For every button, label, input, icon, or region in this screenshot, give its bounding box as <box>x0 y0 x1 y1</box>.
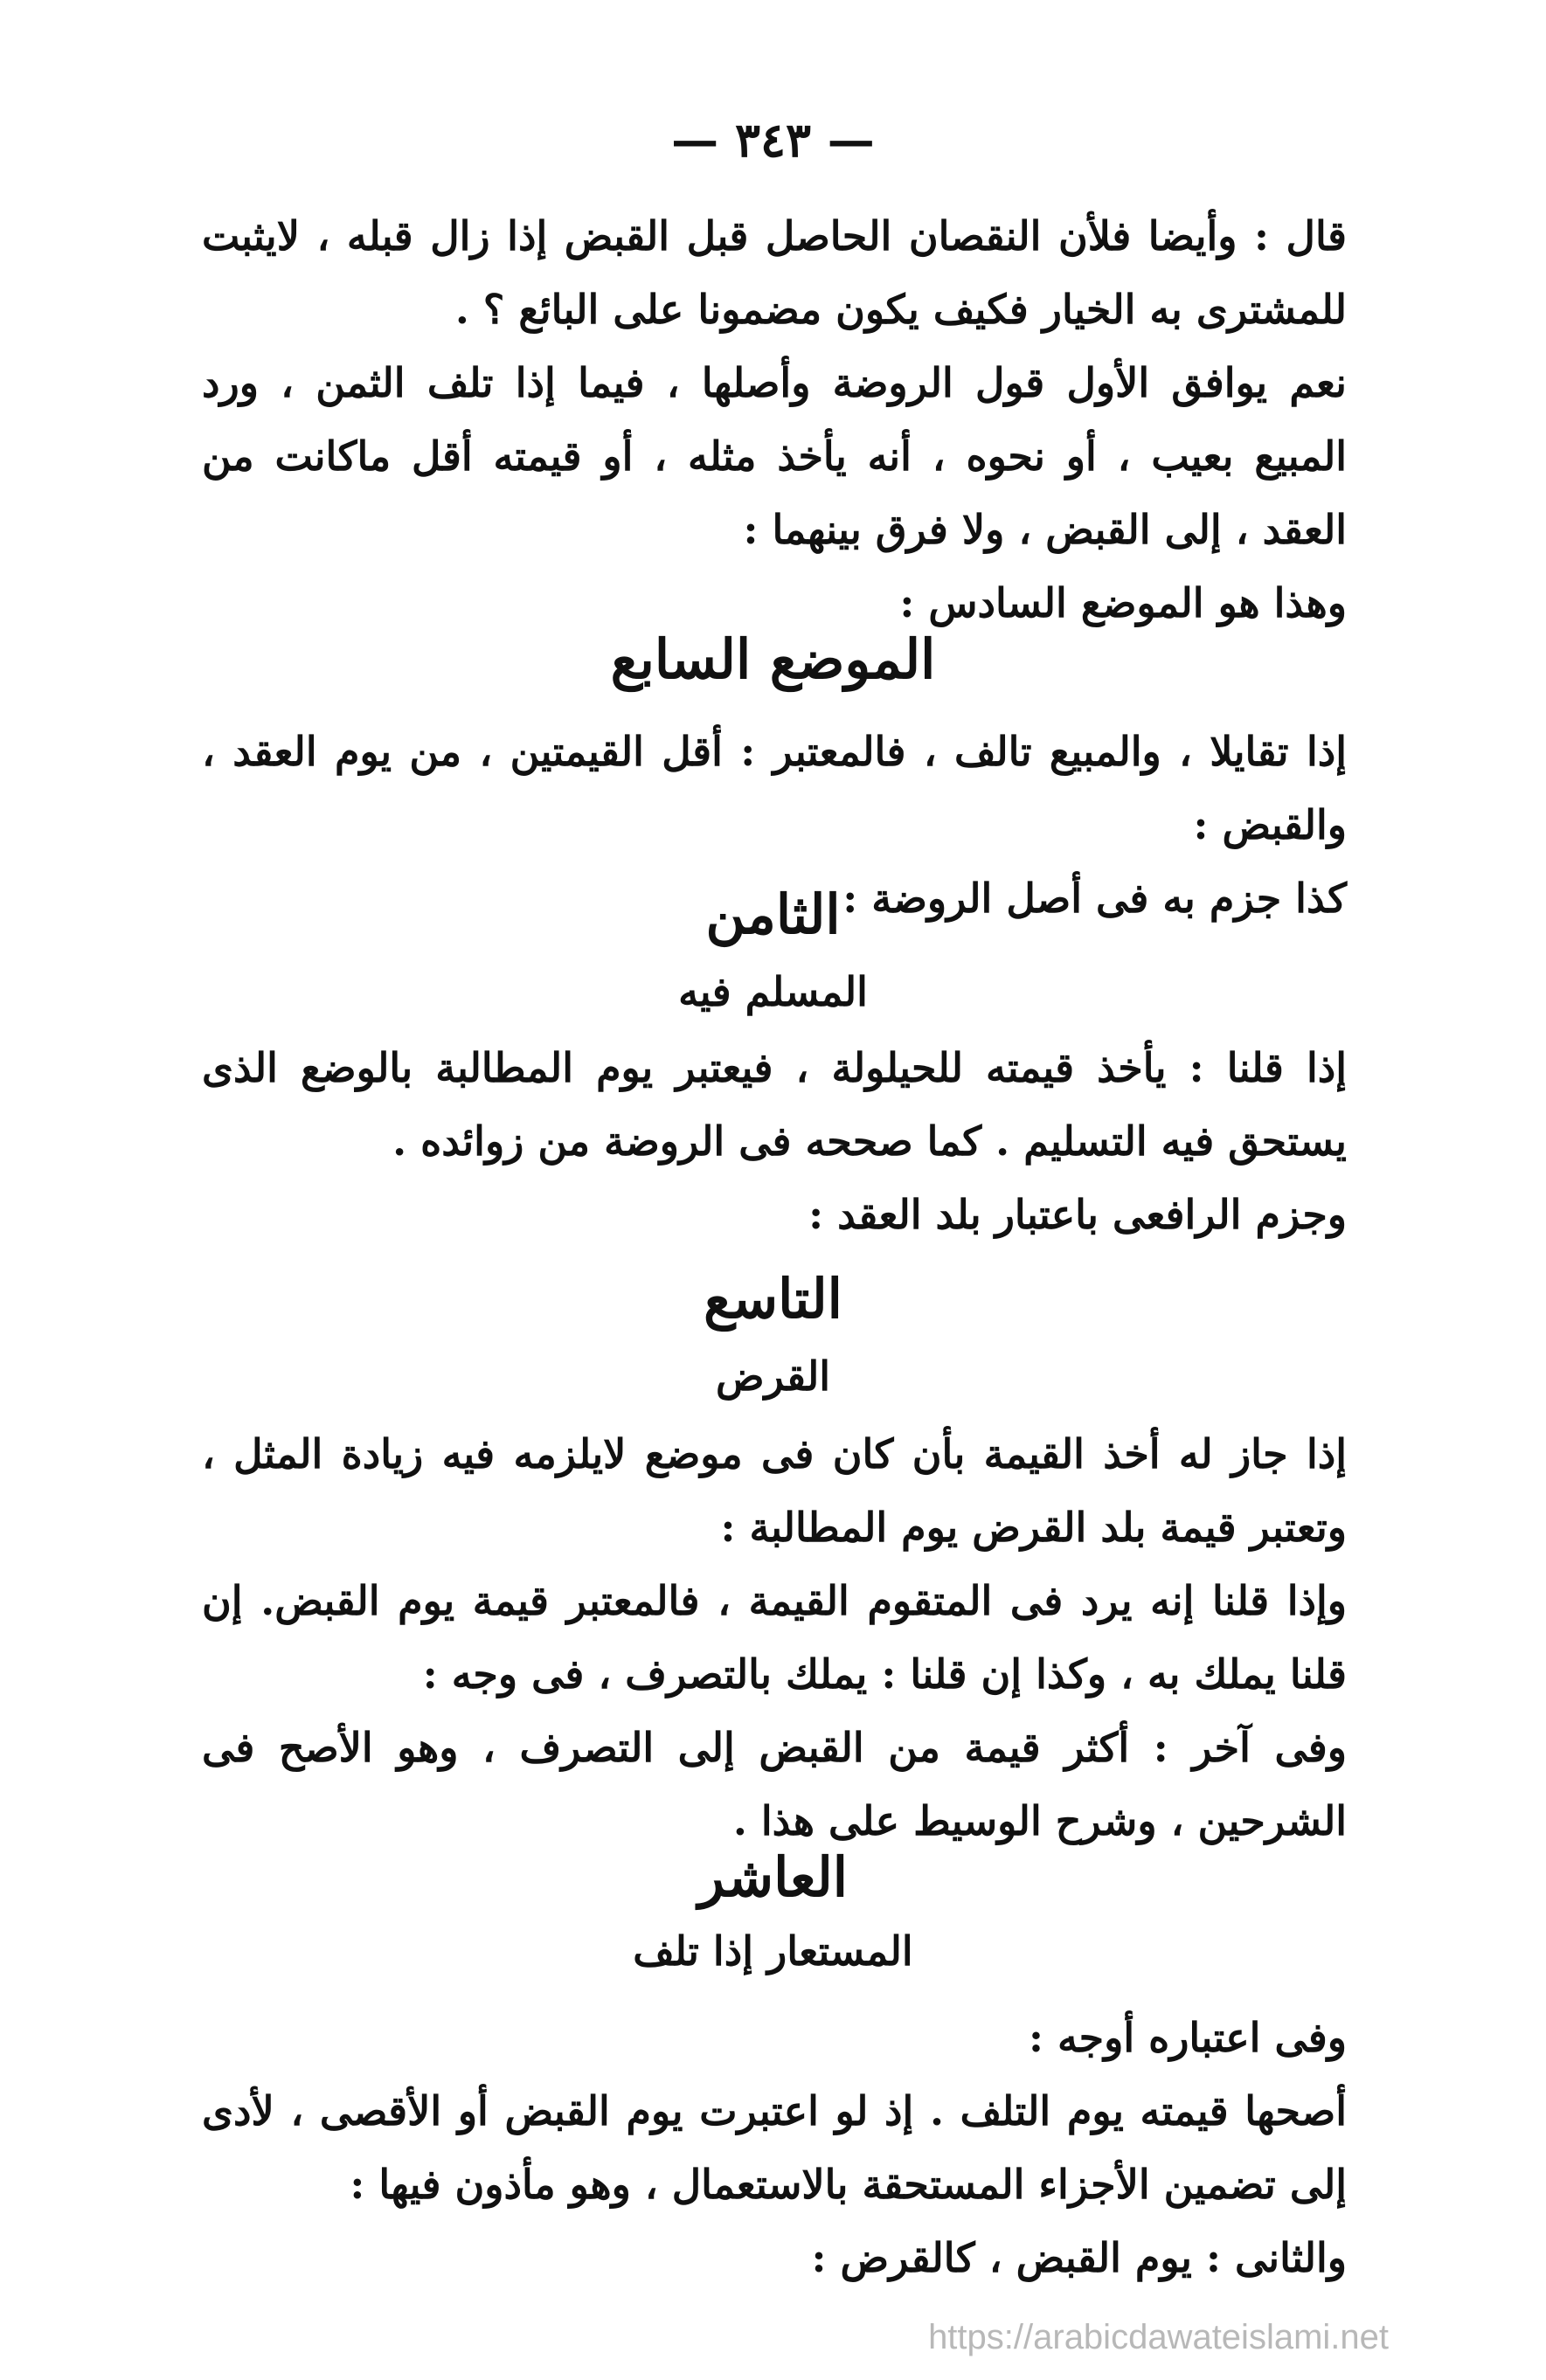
source-watermark: https://arabicdawateislami.net <box>928 2318 1389 2356</box>
section-subheading: القرض <box>715 1353 831 1400</box>
section-8-body <box>202 1031 1347 1251</box>
section-subheading: المستعار إذا تلف <box>633 1927 913 1975</box>
paragraph: إذا جاز له أخذ القيمة بأن كان فى موضع لايلزمه فيه زيادة المثل ، وتعتبر قيمة بلد القرض يوم المطالبة : <box>202 1430 1347 1551</box>
paragraph: وإذا قلنا إنه يرد فى المتقوم القيمة ، فالمعتبر قيمة يوم القبض. إن قلنا يملك به ، وكذا إن قلنا : يملك بالتصرف ، فى وجه : <box>202 1577 1347 1698</box>
section-heading: العاشر <box>697 1845 849 1909</box>
paragraph: نعم يوافق الأول قول الروضة وأصلها ، فيما إذا تلف الثمن ، ورد المبيع بعيب ، أو نحوه ، أنه يأخذ مثله ، أو قيمته أقل ماكانت من العقد ، إلى القبض ، ولا فرق بينهما : <box>202 359 1347 553</box>
paragraph: قال : وأيضا فلأن النقصان الحاصل قبل القبض إذا زال قبله ، لايثبت للمشترى به الخيار فكيف يكون مضمونا على البائع ؟ . <box>202 212 1347 333</box>
section-heading: الموضع السابع <box>610 627 936 691</box>
paragraph: إذا قلنا : يأخذ قيمته للحيلولة ، فيعتبر يوم المطالبة بالوضع الذى يستحق فيه التسليم . كما صححه فى الروضة من زوائده . <box>202 1044 1347 1165</box>
paragraph: وهذا هو الموضع السادس : <box>899 579 1347 626</box>
paragraph: وفى آخر : أكثر قيمة من القبض إلى التصرف ، وهو الأصح فى الشرحين ، وشرح الوسيط على هذا . <box>202 1724 1347 1844</box>
paragraph: إذا تقايلا ، والمبيع تالف ، فالمعتبر : أقل القيمتين ، من يوم العقد ، والقبض : <box>202 728 1347 848</box>
paragraph: أصحها قيمته يوم التلف . إذ لو اعتبرت يوم القبض أو الأقصى ، لأدى إلى تضمين الأجزاء المستحقة بالاستعمال ، وهو مأذون فيها : <box>202 2087 1347 2208</box>
section-heading: الثامن <box>705 882 841 946</box>
paragraph: كذا جزم به فى أصل الروضة : <box>842 875 1347 922</box>
page-number: — ٣٤٣ — <box>671 112 875 168</box>
section-6-tail <box>202 199 1347 640</box>
section-subheading: المسلم فيه <box>678 968 868 1015</box>
paragraph: والثانى : يوم القبض ، كالقرض : <box>811 2234 1347 2281</box>
section-heading: التاسع <box>704 1267 842 1331</box>
section-9-body <box>202 1417 1347 1858</box>
paragraph: وجزم الرافعى باعتبار بلد العقد : <box>808 1191 1347 1238</box>
section-10-body <box>202 2001 1347 2294</box>
paragraph: وفى اعتباره أوجه : <box>1029 2014 1347 2061</box>
